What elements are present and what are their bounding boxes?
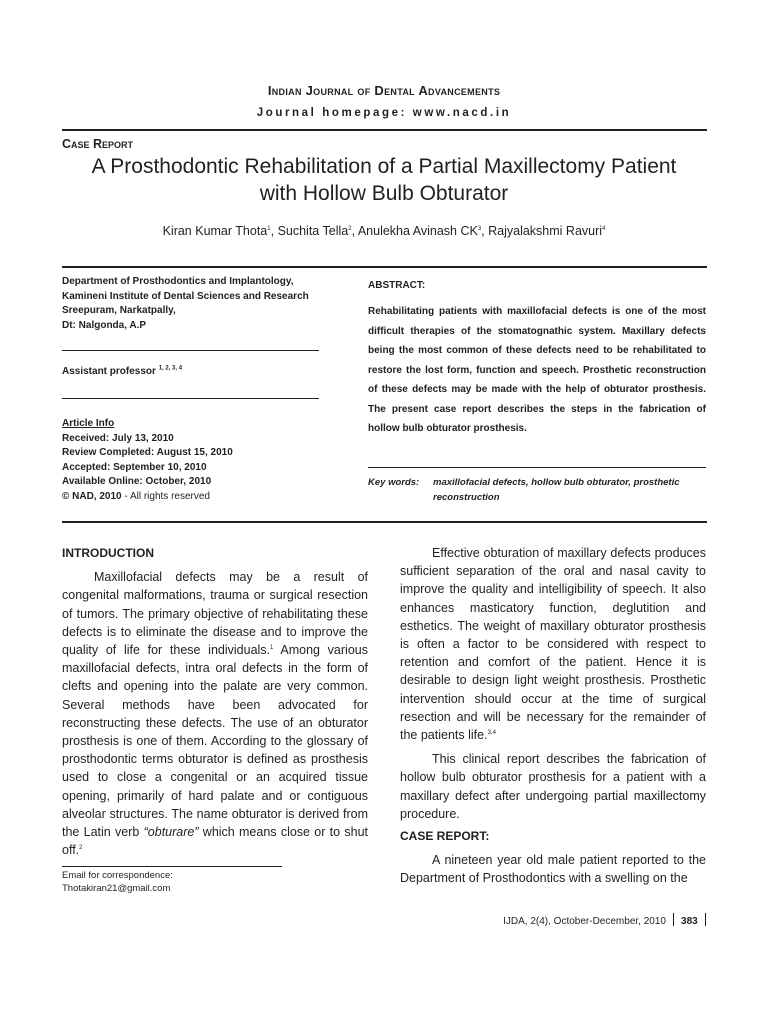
keywords-label: Key words:: [368, 477, 420, 488]
title-line-2: with Hollow Bulb Obturator: [259, 182, 509, 205]
keywords: [368, 476, 708, 506]
journal-homepage: Journal homepage: www.nacd.in: [256, 107, 512, 119]
header-divider: [62, 129, 707, 131]
review-completed-date: Review Completed: August 15, 2010: [62, 447, 233, 458]
introduction-heading: INTRODUCTION: [62, 546, 154, 560]
affiliation-line: Kamineni Institute of Dental Sciences and Research: [62, 290, 309, 302]
case-report-paragraph: A nineteen year old male patient reported to the Department of Prosthodontics with a swelling on the: [400, 853, 706, 886]
keywords-line-2: reconstruction: [433, 491, 500, 503]
introduction-section: [62, 544, 368, 859]
author-name: Anulekha Avinash CK: [357, 224, 478, 238]
affiliation-line: Department of Prosthodontics and Implantology,: [62, 276, 294, 287]
copyright: © NAD, 2010 - All rights reserved: [62, 490, 210, 502]
footer-citation: IJDA, 2(4), October-December, 2010: [503, 916, 666, 927]
author-affiliation-number: 2: [348, 225, 352, 232]
footer: [503, 913, 706, 927]
author-name: Suchita Tella: [277, 224, 349, 238]
article-info-heading: Article Info: [62, 418, 115, 429]
article-title: [40, 153, 728, 207]
affiliation-line: Dt: Nalgonda, A.P: [62, 319, 147, 331]
abstract-heading: ABSTRACT:: [368, 280, 426, 291]
right-body-column: [400, 544, 706, 888]
journal-name: Indian Journal of Dental Advancements: [267, 83, 501, 98]
received-date: Received: July 13, 2010: [62, 432, 174, 444]
footnote-divider: [62, 866, 282, 867]
author-name: Rajyalakshmi Ravuri: [488, 224, 603, 238]
correspondence: [62, 869, 173, 895]
abstract-divider: [368, 467, 706, 468]
accepted-date: Accepted: September 10, 2010: [62, 461, 207, 473]
position-divider: [62, 398, 319, 399]
obturation-paragraph: Effective obturation of maxillary defects produces sufficient separation of the oral and nasal cavity to improve the quality and intelligibility of speech. It also enhances masticatory function, deglutition and esthetics. The weight of maxillary obturator prosthesis is often a factor to be considered with respect to retention and comfort of the patient. Hence it is desirable to design light weight prosthesis. Prosthetic intervention should occur at the time of surgical resection and will be necessary for the remainder of the patients life.$^{3,4}$: [400, 546, 706, 743]
front-matter-divider: [62, 521, 707, 523]
correspondence-label: Email for correspondence:: [62, 870, 173, 881]
affiliation-line: Sreepuram, Narkatpally,: [62, 305, 176, 316]
introduction-paragraph: Maxillofacial defects may be a result of congenital malformations, trauma or surgical resection of tumors. The primary objective of rehabilitating these defects is to eliminate the disease and to improve the quality of life for these individuals.$^1$ Among various maxillofacial defects, intra oral defects in the form of clefts and opening into the palate are very common. Several methods have been advocated for reconstructing these defects. The use of an obturator prosthesis is one of them. According to the glossary of prosthodontic terms obturator is defined as prosthesis used to close a congenital or an acquired tissue opening, primarily of hard palate and or contiguous alveolar structures. The name obturator is derived from the Latin verb “obturare” which means close or to shut off.$^2$: [62, 570, 368, 858]
author-list: Kiran Kumar Thota$^1$, Suchita Tella$^2$, Anulekha Avinash $CK^3$, Rajyalakshmi Ravuri$^4$: [162, 224, 606, 238]
authors-divider: [62, 266, 707, 268]
keywords-line-1: maxillofacial defects, hollow bulb obturator, prosthetic: [433, 477, 680, 488]
position-text: Assistant professor: [62, 366, 156, 377]
author-affiliation-number: 3: [477, 225, 482, 232]
section-label: Case Report: [62, 137, 134, 151]
page-number: 383: [681, 916, 698, 927]
position-superscript: 1, 2, 3, 4: [158, 365, 183, 372]
author-name: Kiran Kumar Thota: [162, 224, 268, 238]
affiliation-divider: [62, 350, 319, 351]
available-online-date: Available Online: October, 2010: [62, 476, 212, 487]
case-report-heading: CASE REPORT:: [400, 829, 490, 844]
abstract-text: Rehabilitating patients with maxillofacial defects is one of the most difficult therapies of the stomatognathic system. Maxillary defects being the most common of these defects need to be rehabilitated to restore the lost form, function and speech. Prosthetic reconstruction of these defects may be made with the help of obturator prosthesis. The present case report describes the steps in the fabrication of hollow bulb obturator prosthesis.: [368, 306, 706, 434]
affiliation: [62, 275, 324, 333]
title-line-1: A Prosthodontic Rehabilitation of a Partial Maxillectomy Patient: [91, 155, 677, 178]
author-position: [62, 365, 324, 380]
author-affiliation-number: 1: [267, 225, 271, 232]
author-affiliation-number: 4: [602, 225, 606, 232]
article-info: [62, 417, 324, 504]
correspondence-email[interactable]: Thotakiran21@gmail.com: [62, 883, 171, 894]
clinical-report-paragraph: This clinical report describes the fabrication of hollow bulb obturator prosthesis for a patient with a maxillary defect after undergoing partial maxillectomy procedure.: [400, 752, 706, 821]
